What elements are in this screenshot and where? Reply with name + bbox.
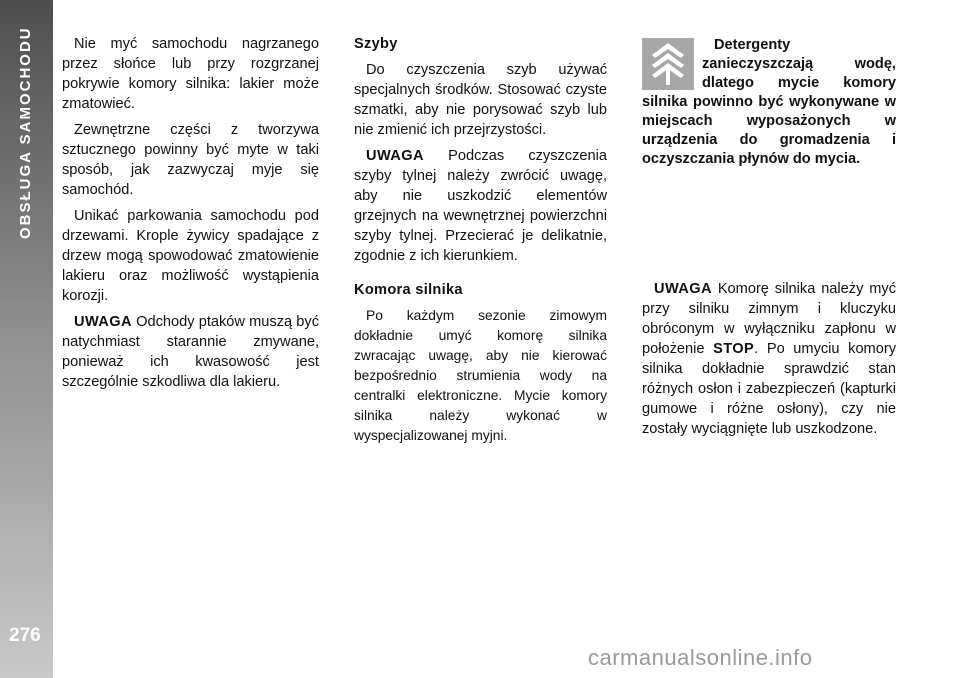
- environment-warning: [642, 36, 896, 169]
- paragraph: Zewnętrzne części z tworzywa sztucznego powinny być myte w taki sposób, jak zazwyczaj myje się samochód.: [62, 122, 319, 198]
- stop-position-label: STOP: [713, 341, 755, 357]
- note-label: UWAGA: [366, 148, 424, 164]
- section-heading-windows: Szyby: [354, 36, 398, 52]
- watermark: carmanualsonline.info: [588, 645, 813, 670]
- page-number: 276: [9, 625, 41, 646]
- note-text: Komorę silnika należy myć przy silniku zimnym i kluczyku obróconym w wyłączniku zapłonu w położenie: [642, 281, 896, 357]
- column-3: [642, 34, 896, 445]
- paragraph: Do czyszczenia szyb używać specjalnych środków. Stosować czyste szmatki, aby nie porysować szyb lub nie zmienić ich przejrzystości.: [354, 62, 607, 138]
- paragraph: Unikać parkowania samochodu pod drzewami. Krople żywicy spadające z drzew mogą spowodować zmatowienie lakieru oraz możliwość wystąpienia korozji.: [62, 208, 319, 304]
- column-2: [354, 34, 607, 452]
- note-label: UWAGA: [74, 314, 132, 330]
- note-text: Odchody ptaków muszą być natychmiast starannie zmywane, ponieważ ich kwasowość jest szczególnie szkodliwa dla lakieru.: [62, 314, 319, 390]
- column-1: [62, 34, 319, 398]
- note-text: Podczas czyszczenia szyby tylnej należy zwrócić uwagę, aby nie uszkodzić elementów grzejnych na wewnętrznej powierzchni szyby tylnej. Przecierać je delikatnie, zgodnie z ich kierunkiem.: [354, 148, 607, 264]
- paragraph: Po każdym sezonie zimowym dokładnie umyć komorę silnika zwracając uwagę, aby nie kierować bezpośrednio strumienia wody na centralki elektroniczne. Mycie komory silnika należy wykonać w wyspecjalizowanej myjni.: [354, 308, 607, 443]
- section-heading-engine-bay: Komora silnika: [354, 282, 463, 298]
- note-paragraph: [354, 146, 607, 266]
- note-text: . Po umyciu komory silnika dokładnie sprawdzić stan różnych osłon i zabezpieczeń (kapturki gumowe i różne osłony), czy nie zostały wyciągnięte lub uszkodzone.: [642, 341, 896, 437]
- note-paragraph: [62, 312, 319, 392]
- sidebar: [0, 0, 53, 678]
- note-label: UWAGA: [654, 281, 712, 297]
- note-paragraph: [642, 279, 896, 439]
- paragraph: Nie myć samochodu nagrzanego przez słońce lub przy rozgrzanej pokrywie komory silnika: lakier może zmatowieć.: [62, 36, 319, 112]
- tree-environment-icon: [642, 38, 694, 90]
- warning-text: Detergenty zanieczyszczają wodę, dlatego mycie komory silnika powinno być wykonywane w miejscach wyposażonych w urządzenia do gromadzenia i oczyszczania płynów do mycia.: [642, 37, 896, 167]
- spacer: [642, 175, 896, 279]
- section-title: OBSŁUGA SAMOCHODU: [17, 26, 34, 239]
